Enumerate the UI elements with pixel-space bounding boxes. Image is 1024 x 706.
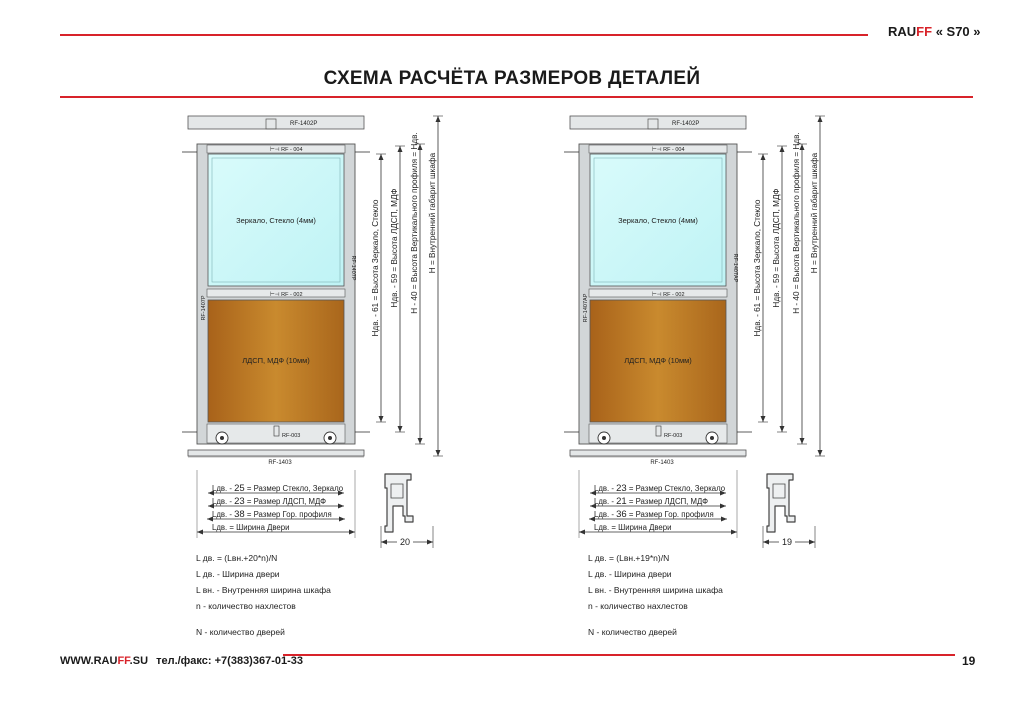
dim-number: 36 xyxy=(616,509,627,520)
vertical-dimension-line-tail xyxy=(379,416,384,422)
dim-text: = Ширина Двери xyxy=(227,523,290,532)
footer-contacts xyxy=(60,655,303,667)
horizontal-dimension-line-tail xyxy=(731,530,737,535)
formula-line: L вн. - Внутренняя ширина шкафа xyxy=(588,585,723,595)
roller-axle xyxy=(710,436,714,440)
top-rail-label: RF-1402P xyxy=(672,121,700,127)
vertical-dimension-label: Ндв. - 59 = Высота ЛДСП, МДФ xyxy=(390,188,399,308)
dim-prefix: Lдв. - xyxy=(212,484,235,493)
vertical-dimension-line-tail xyxy=(761,416,766,422)
formula-line: n - количество нахлестов xyxy=(588,601,688,611)
vertical-dimension-line-tail xyxy=(418,438,423,444)
vertical-profile-left: RF-1407AP xyxy=(583,293,589,323)
vertical-profile-right: RF-1407AP xyxy=(732,253,738,283)
vertical-dimension-label: Ндв. - 61 = Высота Зеркало, Стекло xyxy=(371,199,380,337)
vertical-dimension-line-head xyxy=(818,116,823,122)
footer-rule xyxy=(283,654,955,656)
dim-text: = Размер ЛДСП, МДФ xyxy=(626,497,709,506)
right-diagram xyxy=(552,108,872,548)
roller-axle xyxy=(602,436,606,440)
right-formulas xyxy=(588,550,723,640)
glass-label: Зеркало, Стекло (4мм) xyxy=(236,216,316,225)
horizontal-dimension-label xyxy=(594,483,726,494)
bottom-rail xyxy=(570,450,746,456)
formula-line: L вн. - Внутренняя ширина шкафа xyxy=(196,585,331,595)
left-formulas xyxy=(196,550,331,640)
dim-text: = Ширина Двери xyxy=(609,523,672,532)
vertical-dimension-line-head xyxy=(436,116,441,122)
vertical-dimension-line-tail xyxy=(818,450,823,456)
vertical-dimension-label: Н - 40 = Высота Вертикального профиля = Ндв. xyxy=(792,132,801,314)
horizontal-dimension-label xyxy=(212,523,289,532)
formula-line: n - количество нахлестов xyxy=(196,601,296,611)
vertical-dimension-line-head xyxy=(379,154,384,160)
bottom-rail-label: RF-1403 xyxy=(268,460,292,466)
dim-text: = Размер Гор. профиля xyxy=(626,510,714,519)
lower-profile-label: RF-003 xyxy=(664,433,683,439)
page-title: СХЕМА РАСЧЁТА РАЗМЕРОВ ДЕТАЛЕЙ xyxy=(323,68,701,89)
dim-number: 23 xyxy=(616,483,627,494)
dim-prefix: Lдв. xyxy=(594,523,610,532)
dim-number: 23 xyxy=(234,496,245,507)
vertical-dimension-label: Ндв. - 59 = Высота ЛДСП, МДФ xyxy=(772,188,781,308)
horizontal-dimension-label xyxy=(594,509,714,520)
top-rail-label: RF-1402P xyxy=(290,121,318,127)
vertical-dimension-line-head xyxy=(780,146,785,152)
dim-text: = Размер Стекло, Зеркало xyxy=(626,484,726,493)
dim-text: = Размер Гор. профиля xyxy=(244,510,332,519)
roller-axle xyxy=(220,436,224,440)
vertical-dimension-line-tail xyxy=(398,426,403,432)
header-rule xyxy=(60,34,868,36)
horizontal-dimension-line-head xyxy=(579,530,585,535)
roller-axle xyxy=(328,436,332,440)
middle-profile-label: ⊢⊣ RF - 002 xyxy=(652,292,685,298)
vertical-dimension-line-head xyxy=(398,146,403,152)
section-width-line-head xyxy=(381,540,387,545)
profile-section xyxy=(767,474,795,532)
vertical-dimension-label: Н - 40 = Высота Вертикального профиля = Ндв. xyxy=(410,132,419,314)
title-rule xyxy=(60,96,973,98)
upper-profile-label: ⊢⊣ RF - 004 xyxy=(652,147,685,153)
section-width-line-tail xyxy=(427,540,433,545)
glass-label: Зеркало, Стекло (4мм) xyxy=(618,216,698,225)
formula-line: L дв. = (Lвн.+20*n)/N xyxy=(196,553,278,563)
dim-number: 25 xyxy=(234,483,245,494)
formula-line: N - количество дверей xyxy=(588,627,677,637)
horizontal-dimension-line-tail xyxy=(349,530,355,535)
phone-text: тел./факс: +7(383)367-01-33 xyxy=(156,655,303,667)
vertical-dimension-line-head xyxy=(761,154,766,160)
horizontal-dimension-label xyxy=(212,509,332,520)
bottom-rail xyxy=(188,450,364,456)
dim-text: = Размер ЛДСП, МДФ xyxy=(244,497,327,506)
vertical-dimension-label: Н = Внутренний габарит шкафа xyxy=(428,152,437,274)
formula-line: L дв. - Ширина двери xyxy=(588,569,672,579)
formula-line: L дв. = (Lвн.+19*n)/N xyxy=(588,553,670,563)
vertical-profile-right: RF-1407P xyxy=(350,255,356,281)
middle-profile-label: ⊢⊣ RF - 002 xyxy=(270,292,303,298)
horizontal-dimension-label xyxy=(212,483,344,494)
section-width-line-tail xyxy=(809,540,815,545)
panel-label: ЛДСП, МДФ (10мм) xyxy=(624,356,692,365)
vertical-profile-left: RF-1407P xyxy=(201,295,207,321)
dim-number: 21 xyxy=(616,496,627,507)
horizontal-dimension-line-tail xyxy=(338,504,344,509)
bottom-rail-label: RF-1403 xyxy=(650,460,674,466)
dim-prefix: Lдв. - xyxy=(594,484,617,493)
horizontal-dimension-line-head xyxy=(197,530,203,535)
section-width-line-head xyxy=(763,540,769,545)
dim-prefix: Lдв. - xyxy=(594,510,617,519)
dim-prefix: Lдв. - xyxy=(212,510,235,519)
dim-prefix: Lдв. - xyxy=(594,497,617,506)
vertical-dimension-label: Н = Внутренний габарит шкафа xyxy=(810,152,819,274)
site-link[interactable]: WWW.RAUFF.SU xyxy=(60,655,149,667)
formula-line: L дв. - Ширина двери xyxy=(196,569,280,579)
profile-section xyxy=(385,474,413,532)
vertical-dimension-line-tail xyxy=(800,438,805,444)
left-diagram xyxy=(170,108,490,548)
vertical-dimension-line-tail xyxy=(436,450,441,456)
formula-line: N - количество дверей xyxy=(196,627,285,637)
horizontal-dimension-label xyxy=(212,496,326,507)
section-width-label: 20 xyxy=(399,537,411,547)
horizontal-dimension-line-tail xyxy=(721,517,727,522)
horizontal-dimension-label xyxy=(594,496,708,507)
page-number: 19 xyxy=(962,654,976,668)
panel-label: ЛДСП, МДФ (10мм) xyxy=(242,356,310,365)
dim-text: = Размер Стекло, Зеркало xyxy=(244,484,344,493)
lower-profile-label: RF-003 xyxy=(282,433,301,439)
dim-number: 38 xyxy=(234,509,245,520)
vertical-dimension-label: Ндв. - 61 = Высота Зеркало, Стекло xyxy=(753,199,762,337)
upper-profile-label: ⊢⊣ RF - 004 xyxy=(270,147,303,153)
horizontal-dimension-line-tail xyxy=(339,517,345,522)
horizontal-dimension-label xyxy=(594,523,671,532)
vertical-dimension-line-tail xyxy=(780,426,785,432)
dim-prefix: Lдв. - xyxy=(212,497,235,506)
section-width-label: 19 xyxy=(781,537,793,547)
horizontal-dimension-line-tail xyxy=(720,504,726,509)
dim-prefix: Lдв. xyxy=(212,523,228,532)
brand-label: RAUFF « S70 » xyxy=(888,24,981,39)
